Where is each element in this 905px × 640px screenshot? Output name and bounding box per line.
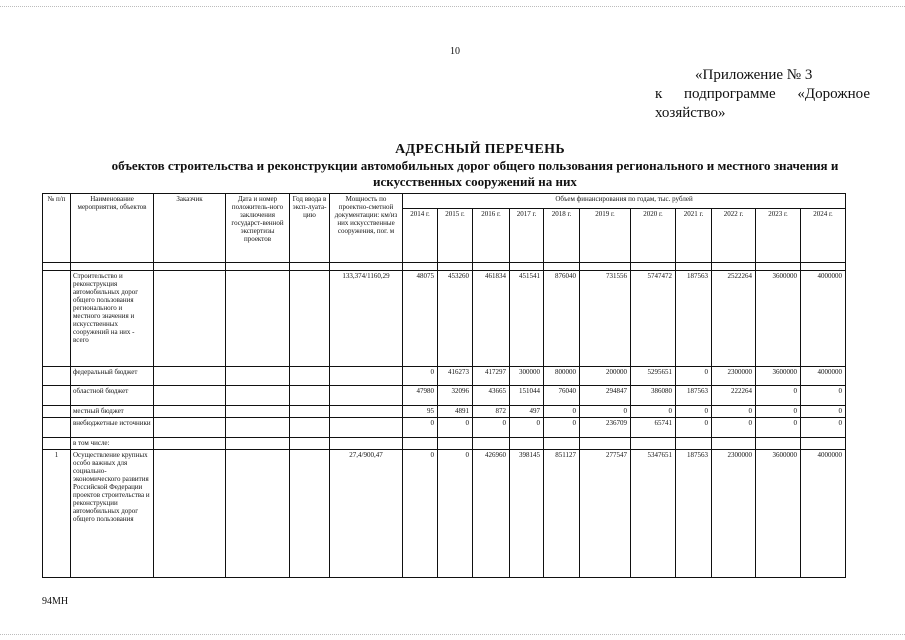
header-year-2015: 2015 г. (438, 208, 473, 262)
cell-2021: 0 (676, 418, 712, 438)
cell-2019: 200000 (580, 367, 631, 386)
cell-2014: 47980 (403, 386, 438, 406)
cell-2019: 731556 (580, 271, 631, 367)
cell-2017: 451541 (510, 271, 544, 367)
cell-2022: 222264 (712, 386, 756, 406)
cell-2019: 0 (580, 406, 631, 418)
header-row-1 (43, 194, 846, 209)
cell-2021 (676, 438, 712, 450)
table-row (43, 386, 846, 406)
cell-2014: 0 (403, 450, 438, 578)
row-year (290, 450, 330, 578)
table-row (43, 367, 846, 386)
row-expertise (226, 367, 290, 386)
row-num (43, 386, 71, 406)
row-expertise (226, 386, 290, 406)
cell-2021: 0 (676, 406, 712, 418)
header-year-2014: 2014 г. (403, 208, 438, 262)
cell-2015: 416273 (438, 367, 473, 386)
cell-2020: 5295651 (631, 367, 676, 386)
cell-2023: 3600000 (756, 271, 801, 367)
header-customer: Заказчик (154, 194, 226, 263)
appendix-line-3: хозяйство» (655, 105, 726, 121)
row-name: федеральный бюджет (71, 367, 154, 386)
cell-2014: 0 (403, 418, 438, 438)
row-name: областной бюджет (71, 386, 154, 406)
row-customer (154, 367, 226, 386)
cell-2020: 5347651 (631, 450, 676, 578)
row-expertise (226, 406, 290, 418)
cell-2022: 0 (712, 418, 756, 438)
row-customer (154, 406, 226, 418)
cell-2021: 187563 (676, 450, 712, 578)
cell-2024: 4000000 (801, 450, 846, 578)
header-year-2024: 2024 г. (801, 208, 846, 262)
cell-2016: 461834 (473, 271, 510, 367)
row-capacity: 133,374/1160,29 (330, 271, 403, 367)
appendix-note (655, 66, 870, 123)
cell-2022: 2300000 (712, 367, 756, 386)
row-num (43, 418, 71, 438)
cell-2021: 187563 (676, 271, 712, 367)
row-expertise (226, 438, 290, 450)
row-num (43, 271, 71, 367)
cell-2016: 417297 (473, 367, 510, 386)
row-capacity (330, 418, 403, 438)
cell-2020: 65741 (631, 418, 676, 438)
cell-2016: 426960 (473, 450, 510, 578)
row-year (290, 438, 330, 450)
row-num (43, 367, 71, 386)
cell-2024 (801, 438, 846, 450)
cell-2022: 2522264 (712, 271, 756, 367)
cell-2015 (438, 438, 473, 450)
table-row (43, 271, 846, 367)
row-capacity: 27,4/900,47 (330, 450, 403, 578)
row-year (290, 367, 330, 386)
cell-2019 (580, 438, 631, 450)
cell-2022: 0 (712, 406, 756, 418)
cell-2018: 0 (544, 406, 580, 418)
cell-2020: 386080 (631, 386, 676, 406)
cell-2014: 95 (403, 406, 438, 418)
row-name: в том числе: (71, 438, 154, 450)
row-expertise (226, 271, 290, 367)
cell-2018: 800000 (544, 367, 580, 386)
row-year (290, 271, 330, 367)
header-capacity: Мощность по проектно-сметной документации: км/из них искусственные сооружения, пог. м (330, 194, 403, 263)
document-title: АДРЕСНЫЙ ПЕРЕЧЕНЬ (395, 142, 565, 157)
row-name: Строительство и реконструкция автомобильных дорог общего пользования регионального и местного значения и искусственных сооружений на них - всего (71, 271, 154, 367)
row-year (290, 406, 330, 418)
header-num: № п/п (43, 194, 71, 263)
row-customer (154, 271, 226, 367)
row-customer (154, 438, 226, 450)
cell-2017: 0 (510, 418, 544, 438)
cell-2024: 0 (801, 418, 846, 438)
cell-2014 (403, 438, 438, 450)
table-row (43, 438, 846, 450)
row-expertise (226, 418, 290, 438)
cell-2023: 3600000 (756, 367, 801, 386)
cell-2021: 187563 (676, 386, 712, 406)
cell-2016 (473, 438, 510, 450)
cell-2022: 2300000 (712, 450, 756, 578)
header-year-2022: 2022 г. (712, 208, 756, 262)
row-customer (154, 386, 226, 406)
cell-2014: 48075 (403, 271, 438, 367)
row-year (290, 418, 330, 438)
header-year-2023: 2023 г. (756, 208, 801, 262)
appendix-line-1: «Приложение № 3 (695, 67, 813, 83)
table-row (43, 450, 846, 578)
cell-2023 (756, 438, 801, 450)
cell-2023: 0 (756, 386, 801, 406)
row-expertise (226, 450, 290, 578)
header-year-2019: 2019 г. (580, 208, 631, 262)
cell-2024: 4000000 (801, 367, 846, 386)
row-year (290, 386, 330, 406)
row-num (43, 438, 71, 450)
scan-edge-top (0, 6, 905, 7)
cell-2019: 277547 (580, 450, 631, 578)
row-name: внебюджетные источники (71, 418, 154, 438)
cell-2017: 497 (510, 406, 544, 418)
cell-2015: 0 (438, 418, 473, 438)
cell-2020: 5747472 (631, 271, 676, 367)
table-row (43, 418, 846, 438)
address-list-table (42, 193, 846, 578)
header-year-2016: 2016 г. (473, 208, 510, 262)
cell-2015: 32096 (438, 386, 473, 406)
cell-2017 (510, 438, 544, 450)
row-name: местный бюджет (71, 406, 154, 418)
cell-2018 (544, 438, 580, 450)
header-year-2020: 2020 г. (631, 208, 676, 262)
row-num: 1 (43, 450, 71, 578)
cell-2017: 151044 (510, 386, 544, 406)
cell-2015: 4891 (438, 406, 473, 418)
cell-2023: 3600000 (756, 450, 801, 578)
header-year: Год ввода в эксп-луата-цию (290, 194, 330, 263)
spacer-row (43, 263, 846, 271)
cell-2021: 0 (676, 367, 712, 386)
cell-2023: 0 (756, 406, 801, 418)
cell-2018: 876040 (544, 271, 580, 367)
header-expertise: Дата и номер положитель-ного заключения государст-венной экспертизы проектов (226, 194, 290, 263)
cell-2020 (631, 438, 676, 450)
cell-2020: 0 (631, 406, 676, 418)
footer-code: 94МН (42, 596, 69, 607)
cell-2015: 0 (438, 450, 473, 578)
cell-2019: 294847 (580, 386, 631, 406)
cell-2016: 872 (473, 406, 510, 418)
row-capacity (330, 406, 403, 418)
cell-2015: 453260 (438, 271, 473, 367)
header-year-2018: 2018 г. (544, 208, 580, 262)
header-year-2017: 2017 г. (510, 208, 544, 262)
header-name: Наименование мероприятия, объектов (71, 194, 154, 263)
cell-2023: 0 (756, 418, 801, 438)
table-row (43, 406, 846, 418)
cell-2016: 43665 (473, 386, 510, 406)
scan-edge-bottom (0, 634, 905, 635)
row-customer (154, 450, 226, 578)
cell-2016: 0 (473, 418, 510, 438)
header-financing: Объем финансирования по годам, тыс. рублей (403, 194, 846, 209)
row-name: Осуществление крупных особо важных для социально-экономического развития Российской Федерации проектов строительства и реконструкции автомобильных дорог общего пользования (71, 450, 154, 578)
cell-2024: 0 (801, 406, 846, 418)
cell-2024: 0 (801, 386, 846, 406)
cell-2019: 236709 (580, 418, 631, 438)
cell-2018: 76040 (544, 386, 580, 406)
row-capacity (330, 386, 403, 406)
cell-2017: 398145 (510, 450, 544, 578)
document-subtitle: объектов строительства и реконструкции автомобильных дорог общего пользования регионального и местного значения и искусственных сооружений на них (111, 158, 839, 189)
row-customer (154, 418, 226, 438)
cell-2024: 4000000 (801, 271, 846, 367)
row-capacity (330, 367, 403, 386)
header-year-2021: 2021 г. (676, 208, 712, 262)
page-number: 10 (450, 46, 460, 57)
cell-2017: 300000 (510, 367, 544, 386)
cell-2018: 851127 (544, 450, 580, 578)
appendix-line-2: к подпрограмме «Дорожное (655, 86, 870, 102)
cell-2014: 0 (403, 367, 438, 386)
cell-2018: 0 (544, 418, 580, 438)
row-num (43, 406, 71, 418)
cell-2022 (712, 438, 756, 450)
row-capacity (330, 438, 403, 450)
